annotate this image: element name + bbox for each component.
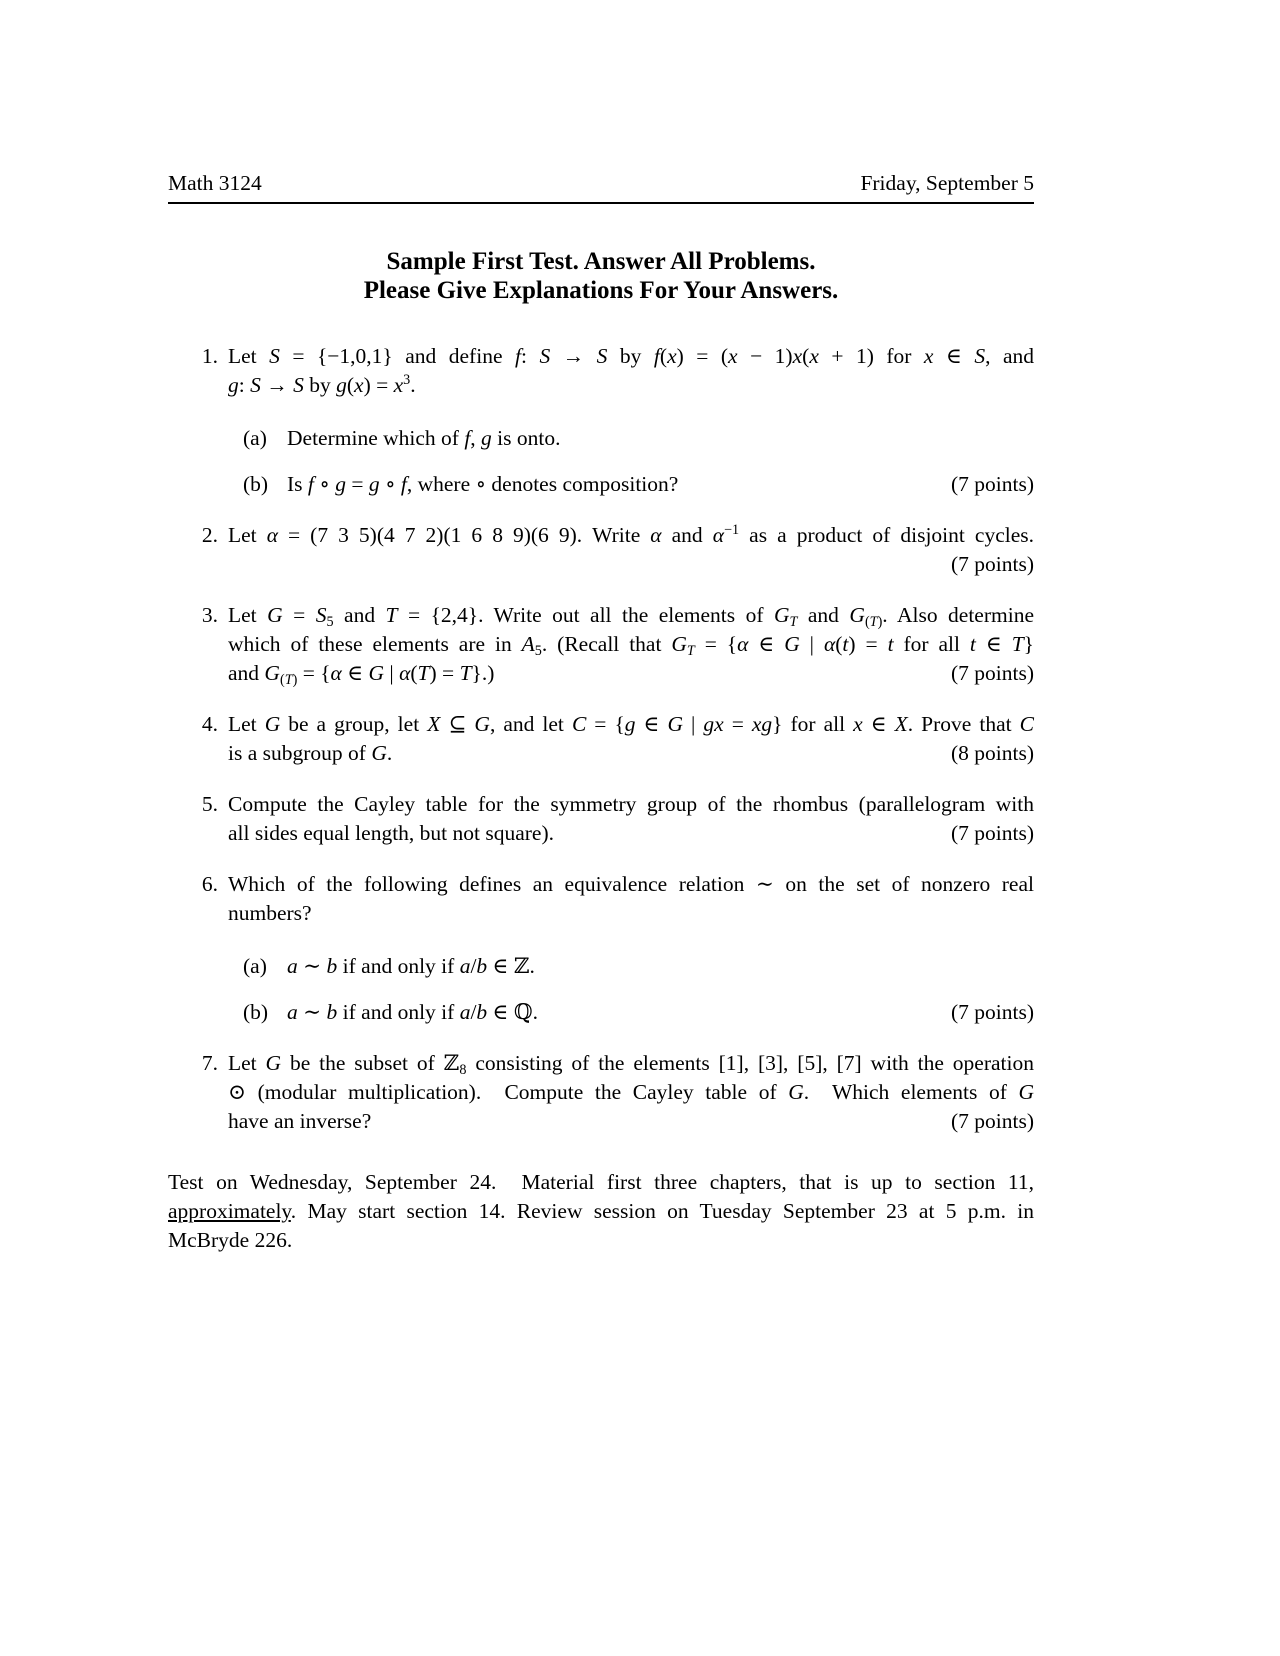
text-run: T (459, 661, 472, 685)
text-run: S (250, 373, 261, 397)
text-run: by (607, 344, 654, 368)
text-run: ∈ (933, 344, 975, 368)
text-run: S (269, 344, 280, 368)
problem-number: 5. (201, 792, 218, 816)
problem-item (168, 790, 1034, 848)
text-run: S (293, 373, 304, 397)
text-line (228, 630, 1034, 659)
text-run: x (667, 344, 677, 368)
points-label: (7 points) (950, 1109, 1034, 1133)
points-label: (7 points) (950, 552, 1034, 576)
text-run: = {−1,0,1} and define (279, 344, 515, 368)
text-run: 3 (403, 372, 411, 389)
text-run: Is (287, 472, 308, 496)
text-run: , where ∘ denotes composition? (406, 472, 679, 496)
text-run: . (Recall that (541, 632, 672, 656)
text-run: b (326, 1000, 338, 1024)
text-line (228, 1078, 1034, 1107)
text-run: G (774, 603, 790, 627)
text-run: g (335, 472, 346, 496)
text-run: Compute the Cayley table for the symmetry group of the rhombus (parallelogram with (228, 792, 1034, 816)
text-run: / (470, 1000, 477, 1024)
text-run: and (661, 523, 713, 547)
points-label: (8 points) (950, 741, 1034, 765)
text-run: S (539, 344, 551, 368)
text-run: f (400, 472, 407, 496)
text-run: . May start section 14. Review session on Tuesday September 23 at 5 p.m. in (290, 1199, 1034, 1223)
text-run: f (464, 426, 471, 450)
text-run: | (384, 661, 400, 685)
text-run: ) (877, 613, 883, 630)
text-run: g (336, 373, 347, 397)
text-run: ∼ (297, 1000, 327, 1024)
text-run: → (260, 373, 294, 397)
text-run: x (792, 344, 803, 368)
text-run: ⊙ (modular multiplication). Compute the Cayley table of (228, 1080, 789, 1104)
text-run: as a product of disjoint cycles. (739, 523, 1034, 547)
text-run: −1 (724, 522, 740, 539)
text-run: : (238, 373, 251, 397)
line-text (287, 424, 561, 453)
problem-body (228, 870, 1034, 1027)
text-run: T (417, 661, 430, 685)
problem-number: 1. (201, 344, 218, 368)
problem-body (228, 601, 1034, 688)
text-run: T (789, 613, 798, 630)
text-run: G (671, 632, 687, 656)
text-run: be a group, let (280, 712, 428, 736)
text-run: 5 (534, 642, 542, 659)
text-run: ∈ ℤ. (487, 954, 535, 978)
text-run: ∼ (297, 954, 327, 978)
course-label: Math 3124 (168, 171, 262, 195)
text-run: t (969, 632, 976, 656)
text-line (168, 1168, 1034, 1197)
text-line (228, 521, 1034, 550)
text-run: = (282, 603, 316, 627)
subitem-label: (a) (243, 954, 267, 978)
subitem-body (287, 470, 1034, 499)
text-run: and (228, 661, 265, 685)
text-run: have an inverse? (228, 1109, 372, 1133)
text-run: xg (751, 712, 773, 736)
text-run: → (550, 344, 597, 368)
text-run: Let (228, 712, 265, 736)
text-run: x (923, 344, 934, 368)
text-run: S (974, 344, 986, 368)
text-run: G (368, 661, 385, 685)
text-run: T (686, 642, 695, 659)
text-line (228, 342, 1034, 371)
text-run: α (399, 661, 411, 685)
text-run: a (459, 1000, 471, 1024)
text-run: Let (228, 344, 270, 368)
text-run: = { (297, 661, 331, 685)
points-label: (7 points) (950, 1000, 1034, 1024)
text-line (228, 601, 1034, 630)
text-run: . Which elements of (803, 1080, 1019, 1104)
text-run: x (393, 373, 404, 397)
subitem-label: (b) (243, 472, 269, 496)
text-run: = (7 3 5)(4 7 2)(1 6 8 9)(6 9). Write (277, 523, 651, 547)
text-run: t (887, 632, 894, 656)
text-run: x (728, 344, 738, 368)
text-run: ) = ( (676, 344, 729, 368)
problem-number: 2. (201, 523, 218, 547)
text-run: α (712, 523, 725, 547)
text-run: a (287, 954, 298, 978)
problem-number: 6. (201, 872, 218, 896)
text-run: a (459, 954, 471, 978)
problem-body (228, 342, 1034, 499)
problem-item (168, 1049, 1034, 1136)
text-run: T (284, 671, 293, 688)
text-line (287, 952, 1034, 981)
text-line (228, 1049, 1034, 1078)
text-run: x (354, 373, 364, 397)
title-line-2: Please Give Explanations For Your Answers. (363, 277, 839, 304)
text-run: X (427, 712, 441, 736)
line-text (168, 1226, 292, 1255)
document-header (168, 170, 1034, 197)
text-run: if and only if (337, 1000, 460, 1024)
text-run: Let (228, 1051, 266, 1075)
problem-item (168, 601, 1034, 688)
line-text (287, 470, 678, 499)
text-run: ( (410, 661, 418, 685)
subitem-label: (b) (243, 1000, 269, 1024)
text-run: x (853, 712, 863, 736)
problems (168, 342, 1034, 1136)
text-run: is onto. (491, 426, 561, 450)
text-run: G (474, 712, 490, 736)
text-line (228, 870, 1034, 899)
text-run: , (470, 426, 482, 450)
text-run: , and let (489, 712, 572, 736)
line-text (228, 739, 392, 768)
problem-item (168, 870, 1034, 1027)
line-text (287, 952, 535, 981)
text-run: f (307, 472, 314, 496)
text-run: G (667, 712, 684, 736)
text-run: Which of the following defines an equivalence relation ∼ on the set of nonzero real (228, 872, 1034, 896)
text-run: ∘ (313, 472, 336, 496)
text-run: numbers? (228, 901, 312, 925)
text-run: b (476, 954, 488, 978)
text-run: b (476, 1000, 488, 1024)
text-run: α (737, 632, 749, 656)
text-run: be the subset of ℤ (281, 1051, 460, 1075)
problem-item (168, 521, 1034, 579)
line-text (228, 819, 554, 848)
text-line (228, 899, 1034, 928)
text-run: ( (279, 671, 285, 688)
text-run: A (521, 632, 535, 656)
text-run: ∈ (748, 632, 785, 656)
text-run: a (287, 1000, 298, 1024)
text-run: Let (228, 603, 268, 627)
line-text (228, 899, 312, 928)
text-run: consisting of the elements [1], [3], [5], [7] with the operation (466, 1051, 1034, 1075)
text-line (228, 1107, 1034, 1136)
text-run: ∈ (635, 712, 668, 736)
text-line (228, 710, 1034, 739)
text-line (287, 470, 1034, 499)
text-run: G (1018, 1080, 1035, 1104)
header-rule (168, 202, 1034, 204)
text-run: Test on Wednesday, September 24. Material first three chapters, that is up to section 11, (168, 1170, 1034, 1194)
text-run: | (683, 712, 704, 736)
points-label: (7 points) (950, 472, 1034, 496)
text-run: ∘ (379, 472, 401, 496)
text-run: ( (802, 344, 810, 368)
text-run: ⊆ (440, 712, 475, 736)
problem-item (168, 342, 1034, 499)
text-run: } for all (772, 712, 854, 736)
text-run: is a subgroup of (228, 741, 372, 765)
text-run: G (371, 741, 387, 765)
points-label: (7 points) (950, 661, 1034, 685)
text-run: Determine which of (287, 426, 465, 450)
text-run: = (345, 472, 369, 496)
text-run: f (653, 344, 660, 368)
text-run: S (315, 603, 327, 627)
text-run: X (894, 712, 908, 736)
text-line (228, 659, 1034, 688)
text-run: g (368, 472, 380, 496)
text-run: + 1) for (818, 344, 924, 368)
date-label: Friday, September 5 (860, 171, 1034, 195)
text-run: by (303, 373, 337, 397)
text-run: T (1011, 632, 1024, 656)
text-run: ∈ (862, 712, 895, 736)
text-run: ) (292, 671, 298, 688)
points-label: (7 points) (950, 821, 1034, 845)
text-run: ( (346, 373, 355, 397)
text-run: ∈ (341, 661, 369, 685)
document-footer (168, 1168, 1034, 1255)
text-run: , and (985, 344, 1035, 368)
text-run: t (842, 632, 849, 656)
text-run: G (788, 1080, 804, 1104)
text-run: f (514, 344, 521, 368)
problem-subitem (228, 424, 1034, 453)
text-run: 8 (459, 1061, 467, 1078)
text-run: = { (586, 712, 625, 736)
text-run: which of these elements are in (228, 632, 522, 656)
text-run: ) = (429, 661, 460, 685)
text-line (228, 739, 1034, 768)
problem-subitem (228, 952, 1034, 981)
problem-body (228, 710, 1034, 768)
text-run: and (797, 603, 850, 627)
text-run: . Prove that (907, 712, 1020, 736)
text-run: ∈ ℚ. (487, 1000, 538, 1024)
problem-number: 7. (201, 1051, 218, 1075)
text-run: α (266, 523, 278, 547)
problem-body (228, 790, 1034, 848)
text-run: C (1019, 712, 1034, 736)
problem-item (168, 710, 1034, 768)
text-run: G (264, 661, 280, 685)
line-text (228, 1107, 371, 1136)
text-line (228, 550, 1034, 579)
text-run: all sides equal length, but not square). (228, 821, 555, 845)
text-run: approximately (168, 1199, 291, 1223)
text-run: x (809, 344, 819, 368)
text-run: G (849, 603, 865, 627)
text-run: g (228, 373, 239, 397)
text-run: G (267, 603, 283, 627)
text-run: T (869, 613, 878, 630)
text-run: ∈ (975, 632, 1012, 656)
text-run: } (1023, 632, 1034, 656)
text-run: ( (835, 632, 843, 656)
text-run: g (481, 426, 492, 450)
text-run: G (264, 712, 281, 736)
problem-body (228, 521, 1034, 579)
problem-number: 4. (201, 712, 218, 736)
text-line (287, 424, 1034, 453)
text-run: : (520, 344, 540, 368)
text-run: if and only if (337, 954, 460, 978)
line-text (228, 659, 494, 688)
subitem-body (287, 424, 1034, 453)
document-page (168, 0, 1034, 1255)
text-run: }.) (471, 661, 495, 685)
document-title (168, 247, 1034, 305)
line-text (228, 371, 416, 400)
text-run: ( (659, 344, 668, 368)
text-line (168, 1197, 1034, 1226)
text-run: 5 (326, 613, 334, 630)
text-run: G (784, 632, 800, 656)
text-run: | (799, 632, 824, 656)
text-line (168, 1226, 1034, 1255)
problem-number: 3. (201, 603, 218, 627)
title-line-1: Sample First Test. Answer All Problems. (386, 248, 816, 275)
text-run: G (265, 1051, 282, 1075)
subitem-label: (a) (243, 426, 267, 450)
text-run: McBryde 226. (168, 1228, 293, 1252)
text-run: / (470, 954, 477, 978)
text-run: α (650, 523, 662, 547)
text-run: for all (893, 632, 970, 656)
text-run: ) = (363, 373, 394, 397)
text-line (228, 819, 1034, 848)
text-run: gx (703, 712, 724, 736)
text-line (287, 998, 1034, 1027)
text-run: T (385, 603, 398, 627)
text-line (228, 371, 1034, 400)
text-run: g (624, 712, 636, 736)
text-line (228, 790, 1034, 819)
problem-body (228, 1049, 1034, 1136)
text-run: ) = (848, 632, 888, 656)
text-run: α (330, 661, 342, 685)
text-run: = (723, 712, 752, 736)
text-run: − 1) (737, 344, 793, 368)
text-run: = {2,4}. Write out all the elements of (397, 603, 774, 627)
text-run: . (410, 373, 416, 397)
text-run: C (571, 712, 587, 736)
line-text (287, 998, 538, 1027)
text-run: α (823, 632, 836, 656)
text-run: = { (694, 632, 738, 656)
text-run: ( (864, 613, 870, 630)
subitem-body (287, 952, 1034, 981)
problem-subitem (228, 998, 1034, 1027)
problem-subitem (228, 470, 1034, 499)
subitem-body (287, 998, 1034, 1027)
text-run: Let (228, 523, 267, 547)
text-run: S (596, 344, 608, 368)
text-run: b (326, 954, 338, 978)
text-run: . Also determine (882, 603, 1034, 627)
text-run: and (333, 603, 386, 627)
text-run: . (386, 741, 393, 765)
